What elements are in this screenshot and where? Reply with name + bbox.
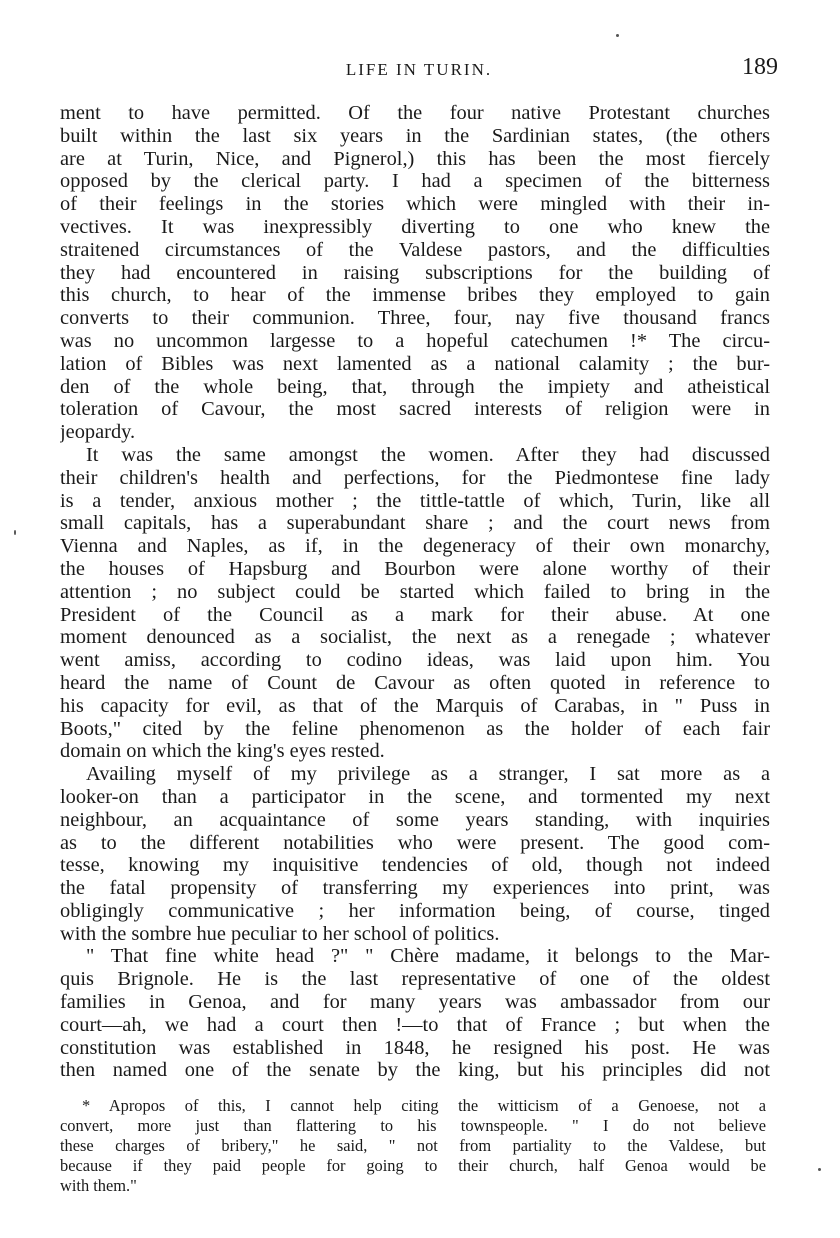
body-text	[60, 102, 770, 1082]
footnote-line: with them."	[60, 1176, 137, 1195]
text-line: as to the different notabilities who were present. The good com-	[60, 831, 770, 854]
text-line: small capitals, has a superabundant share ; and the court news from	[60, 512, 770, 535]
text-line: It was the same amongst the women. After they had discussed	[86, 443, 770, 466]
text-line: looker-on than a participator in the scene, and tormented my next	[60, 785, 770, 808]
text-line: domain on which the king's eyes rested.	[60, 740, 385, 763]
text-line: " That fine white head ?" " Chère madame, it belongs to the Mar-	[86, 945, 770, 968]
text-line: this church, to hear of the immense bribes they employed to gain	[60, 284, 770, 307]
print-speck	[616, 34, 619, 37]
running-head: LIFE IN TURIN.	[345, 60, 493, 79]
text-line: moment denounced as a socialist, the next as a renegade ; whatever	[60, 626, 770, 649]
text-line: are at Turin, Nice, and Pignerol,) this has been the most fiercely	[60, 147, 770, 170]
footnote-line: * Apropos of this, I cannot help citing the witticism of a Genoese, not a	[82, 1096, 766, 1115]
footnote	[60, 1096, 766, 1196]
text-line: obligingly communicative ; her information being, of course, tinged	[60, 899, 770, 922]
footnote-line: these charges of bribery," he said, " not from partiality to the Valdese, but	[60, 1136, 766, 1155]
text-line: families in Genoa, and for many years was ambassador from our	[60, 991, 770, 1014]
text-line: vectives. It was inexpressibly diverting to one who knew the	[60, 215, 770, 238]
text-line: converts to their communion. Three, four, nay five thousand francs	[60, 307, 770, 330]
text-line: jeopardy.	[60, 421, 136, 444]
text-line: constitution was established in 1848, he resigned his post. He was	[60, 1036, 770, 1059]
text-line: neighbour, an acquaintance of some years standing, with inquiries	[60, 808, 770, 831]
text-line: straitened circumstances of the Valdese pastors, and the difficulties	[60, 238, 770, 261]
page-header	[60, 54, 778, 88]
text-line: was no uncommon largesse to a hopeful catechumen !* The circu-	[60, 329, 770, 352]
text-line: opposed by the clerical party. I had a specimen of the bitterness	[60, 170, 770, 193]
text-line: his capacity for evil, as that of the Marquis of Carabas, in " Puss in	[60, 694, 770, 717]
text-line: their children's health and perfections, for the Piedmontese fine lady	[60, 466, 770, 489]
print-speck	[14, 530, 16, 535]
footnote-line: convert, more just than flattering to his townspeople. " I do not believe	[60, 1116, 766, 1135]
text-line: went amiss, according to codino ideas, was laid upon him. You	[60, 649, 770, 672]
text-line: President of the Council as a mark for their abuse. At one	[60, 603, 770, 626]
text-line: heard the name of Count de Cavour as often quoted in reference to	[60, 671, 770, 694]
page-number: 189	[742, 54, 778, 80]
text-line: lation of Bibles was next lamented as a national calamity ; the bur-	[60, 352, 770, 375]
text-line: tesse, knowing my inquisitive tendencies of old, though not indeed	[60, 854, 770, 877]
print-speck	[818, 1168, 821, 1171]
text-line: Vienna and Naples, as if, in the degeneracy of their own monarchy,	[60, 535, 770, 558]
text-line: the fatal propensity of transferring my experiences into print, was	[60, 877, 770, 900]
footnote-line: because if they paid people for going to their church, half Genoa would be	[60, 1156, 766, 1175]
text-line: then named one of the senate by the king, but his principles did not	[60, 1059, 770, 1082]
text-line: den of the whole being, that, through the impiety and atheistical	[60, 375, 770, 398]
text-line: built within the last six years in the Sardinian states, (the others	[60, 124, 770, 147]
text-line: ment to have permitted. Of the four native Protestant churches	[60, 102, 770, 124]
text-line: they had encountered in raising subscriptions for the building of	[60, 261, 770, 284]
text-line: toleration of Cavour, the most sacred interests of religion were in	[60, 398, 770, 421]
text-line: quis Brignole. He is the last representative of one of the oldest	[60, 968, 770, 991]
text-line: is a tender, anxious mother ; the tittle-tattle of which, Turin, like all	[60, 489, 770, 512]
text-line: of their feelings in the stories which were mingled with their in-	[60, 193, 770, 216]
text-line: Boots," cited by the feline phenomenon as the holder of each fair	[60, 717, 770, 740]
text-line: Availing myself of my privilege as a stranger, I sat more as a	[86, 763, 770, 786]
text-line: court—ah, we had a court then !—to that of France ; but when the	[60, 1013, 770, 1036]
text-line: attention ; no subject could be started which failed to bring in the	[60, 580, 770, 603]
text-line: the houses of Hapsburg and Bourbon were alone worthy of their	[60, 557, 770, 580]
text-line: with the sombre hue peculiar to her school of politics.	[60, 922, 500, 945]
